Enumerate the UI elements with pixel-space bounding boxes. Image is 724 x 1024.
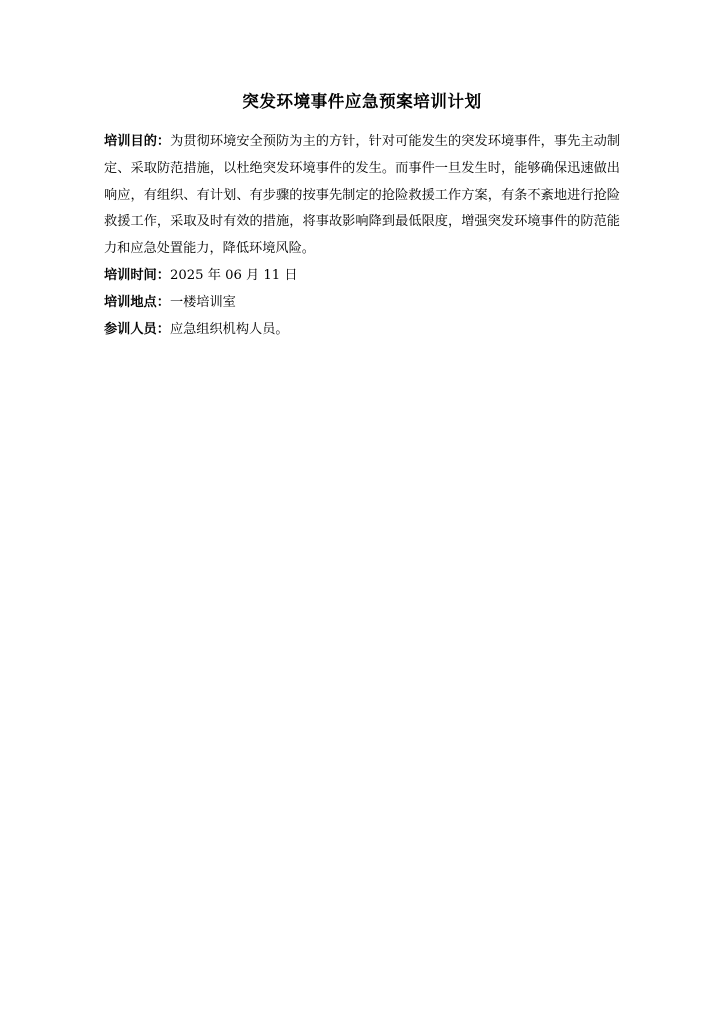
training-time-label: 培训时间： [104,268,170,284]
training-time-row [104,263,620,290]
purpose-label: 培训目的： [104,134,171,150]
training-place-value: 一楼培训室 [169,294,236,310]
page-title: 突发环境事件应急预案培训计划 [242,92,482,111]
attendees-value: 应急组织机构人员。 [169,321,289,337]
training-place-row [104,290,620,317]
purpose-paragraph [104,129,620,263]
attendees-label: 参训人员： [104,321,170,337]
document-body [104,129,620,343]
training-time-value: 2025 年 06 月 11 日 [169,268,298,284]
attendees-row [104,317,620,344]
training-place-label: 培训地点： [104,294,170,310]
purpose-text: 为贯彻环境安全预防为主的方针，针对可能发生的突发环境事件，事先主动制定、采取防范措施，以杜绝突发环境事件的发生。而事件一旦发生时，能够确保迅速做出响应，有组织、有计划、有步骤的按事先制定的抢险救援工作方案，有条不紊地进行抢险救援工作，采取及时有效的措施，将事故影响降到最低限度，增强突发环境事件的防范能力和应急处置能力，降低环境风险。 [104,134,621,257]
